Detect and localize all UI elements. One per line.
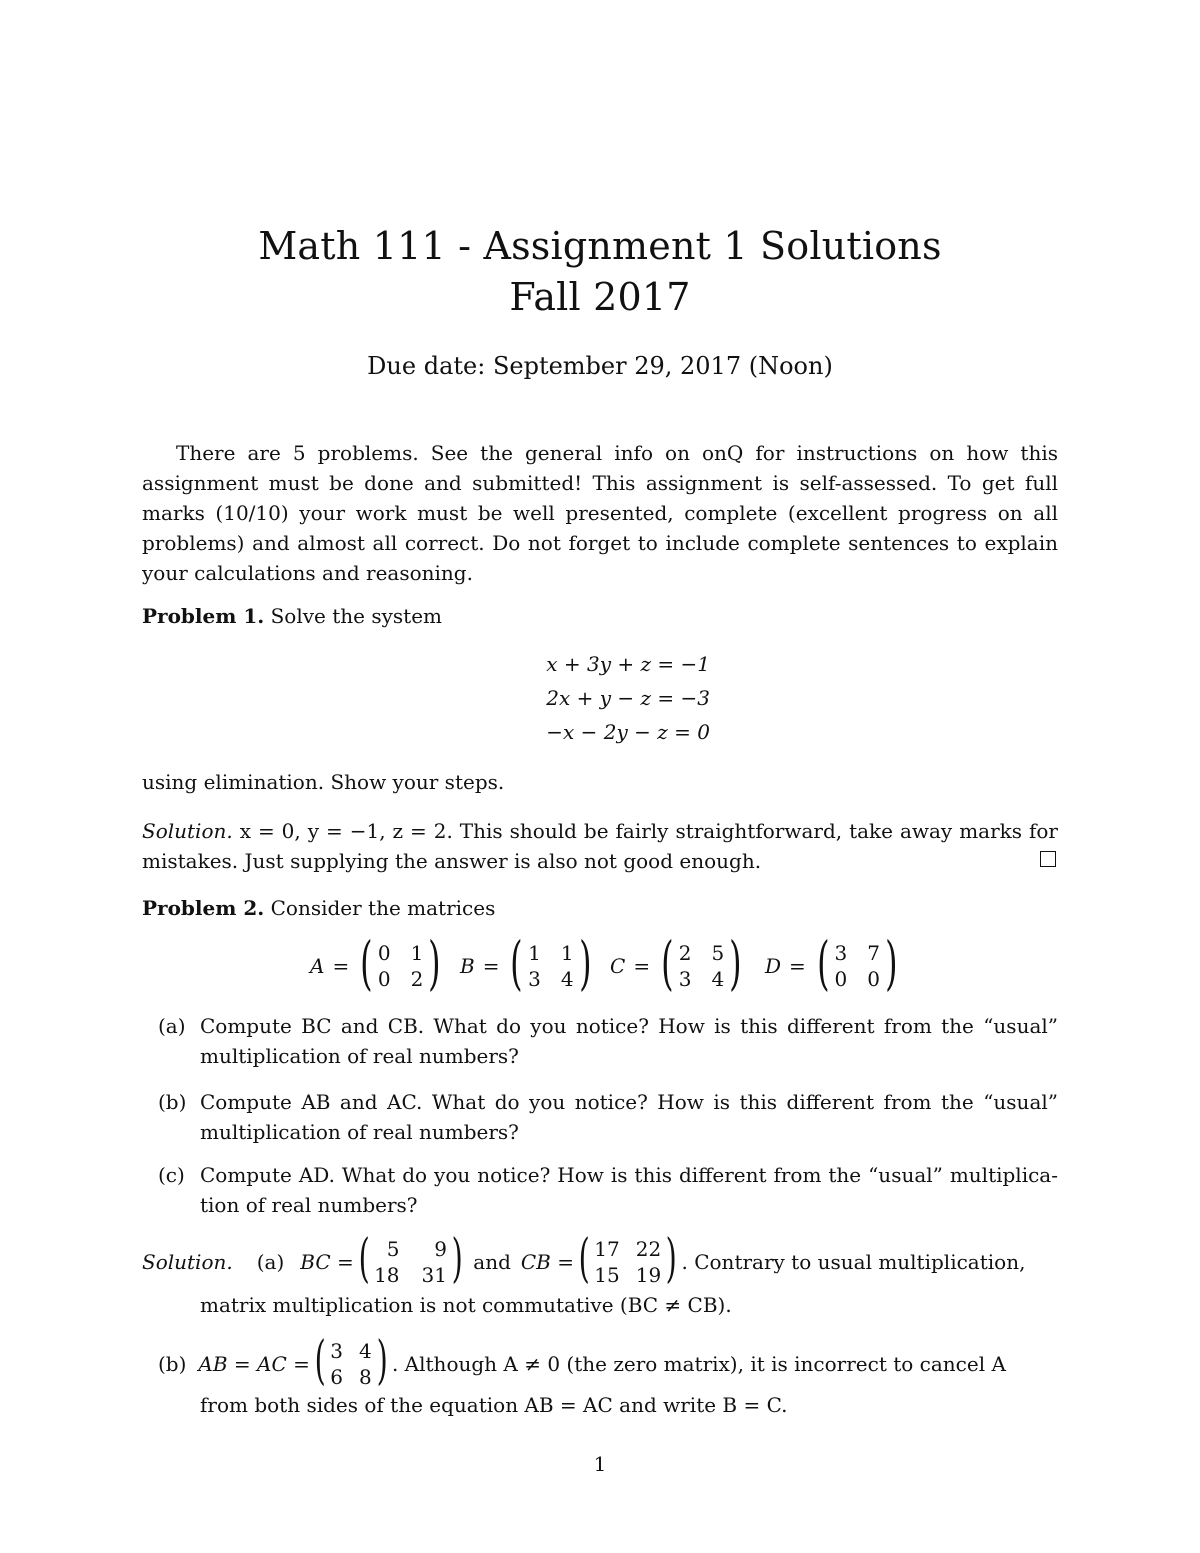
solution-b-text-1: . Although A ≠ 0 (the zero matrix), it is incorrect to cancel A	[391, 1352, 1006, 1376]
matrix-cell: 3	[678, 967, 692, 991]
matrix-cell: 5	[711, 941, 725, 965]
matrix-cell: 19	[635, 1263, 662, 1287]
matrix-c: C = ( 2 5 3 4 )	[610, 929, 742, 997]
problem-1-label: Problem 1.	[142, 604, 265, 628]
problem-2-label: Problem 2.	[142, 896, 265, 920]
product-name: CB =	[520, 1250, 574, 1274]
matrix-name: B	[460, 954, 475, 978]
matrix-b: B = ( 1 1 3 4 )	[460, 929, 592, 997]
problem-2-text: Consider the matrices	[270, 896, 496, 920]
qed-symbol	[1040, 851, 1056, 867]
solution-text: x = 0, y = −1, z = 2. This should be fairly straightforward, take away marks for mistakes. Just supplying the answer is also not good enough.	[142, 819, 1058, 873]
matrix-ab: ( 3 4 6 8 )	[314, 1331, 388, 1391]
matrix-cell: 0	[834, 967, 848, 991]
matrices-row	[0, 929, 1200, 997]
matrix-name: C	[610, 954, 626, 978]
problem-1-after: using elimination. Show your steps.	[142, 770, 505, 794]
matrix-cell: 22	[635, 1237, 662, 1261]
part-label: (b)	[158, 1352, 187, 1376]
problem-2-solution-b	[158, 1331, 1058, 1394]
matrix-cell: 1	[560, 941, 574, 965]
part-text: Compute AD. What do you notice? How is this different from the “usual” multiplica-tion of real numbers?	[200, 1163, 1058, 1217]
page-number: 1	[593, 1452, 607, 1476]
solution-label: Solution.	[142, 1250, 233, 1274]
matrix-cell: 6	[330, 1365, 343, 1389]
problem-1-solution	[142, 816, 1058, 876]
matrix-cell: 4	[358, 1339, 372, 1363]
part-label: (a)	[256, 1250, 285, 1274]
matrix-cell: 31	[421, 1263, 447, 1287]
matrix-cell: 3	[330, 1339, 343, 1363]
matrix-cb: ( 17 22 15 19 )	[578, 1229, 677, 1289]
matrix-bc: ( 5 9 18 31 )	[358, 1229, 463, 1289]
equation-2: 2x + y − z = −3	[546, 686, 710, 710]
matrix-cell: 9	[434, 1237, 447, 1261]
matrix-cell: 0	[377, 967, 391, 991]
product-name: AB = AC =	[198, 1352, 310, 1376]
matrix-cell: 1	[528, 941, 541, 965]
part-label: (b)	[158, 1090, 187, 1114]
intro-paragraph: There are 5 problems. See the general info on onQ for instructions on how this assignment must be done and submitted! This assignment is self-assessed. To get full marks (10/10) your work must be well presented, complete (excellent progress on all problems) and almost all correct. Do not forget to include complete sentences to explain your calculations and reasoning.	[142, 441, 1058, 585]
matrix-a: A = ( 0 1 0 2 )	[310, 929, 441, 997]
part-label: (c)	[158, 1163, 185, 1187]
document-term: Fall 2017	[509, 275, 691, 319]
matrix-name: A	[310, 954, 325, 978]
and-word: and	[473, 1250, 511, 1274]
matrix-cell: 0	[867, 967, 880, 991]
part-text: Compute BC and CB. What do you notice? How is this different from the “usual” multiplication of real numbers?	[200, 1014, 1058, 1068]
problem-2-solution-a	[142, 1229, 1058, 1292]
matrix-cell: 2	[678, 941, 692, 965]
solution-a-text-1: . Contrary to usual multiplication,	[681, 1250, 1026, 1274]
matrix-cell: 8	[358, 1365, 372, 1389]
equation-1: x + 3y + z = −1	[546, 652, 710, 676]
problem-2-heading	[142, 896, 495, 920]
matrix-cell: 5	[386, 1237, 400, 1261]
matrix-cell: 15	[594, 1263, 620, 1287]
matrix-cell: 4	[711, 967, 725, 991]
matrix-cell: 18	[374, 1263, 400, 1287]
matrix-cell: 3	[834, 941, 848, 965]
matrix-cell: 1	[410, 941, 424, 965]
matrix-cell: 0	[377, 941, 391, 965]
matrix-name: D	[765, 954, 782, 978]
solution-a-text-2: matrix multiplication is not commutative (BC ≠ CB).	[200, 1293, 732, 1317]
matrix-cell: 3	[528, 967, 541, 991]
matrix-cell: 4	[560, 967, 574, 991]
matrix-d: D = ( 3 7 0 0 )	[765, 929, 898, 997]
part-label: (a)	[158, 1014, 186, 1038]
equation-3: −x − 2y − z = 0	[546, 720, 710, 744]
matrix-cell: 7	[867, 941, 880, 965]
problem-1-heading	[142, 604, 442, 628]
problem-1-text: Solve the system	[270, 604, 442, 628]
product-name: BC =	[300, 1250, 354, 1274]
matrix-cell: 2	[410, 967, 424, 991]
matrix-cell: 17	[594, 1237, 620, 1261]
solution-b-text-2: from both sides of the equation AB = AC and write B = C.	[200, 1393, 788, 1417]
document-title: Math 111 - Assignment 1 Solutions	[258, 224, 942, 268]
part-text: Compute AB and AC. What do you notice? How is this different from the “usual” multiplication of real numbers?	[200, 1090, 1058, 1144]
due-date: Due date: September 29, 2017 (Noon)	[367, 352, 833, 380]
solution-label: Solution.	[142, 819, 233, 843]
